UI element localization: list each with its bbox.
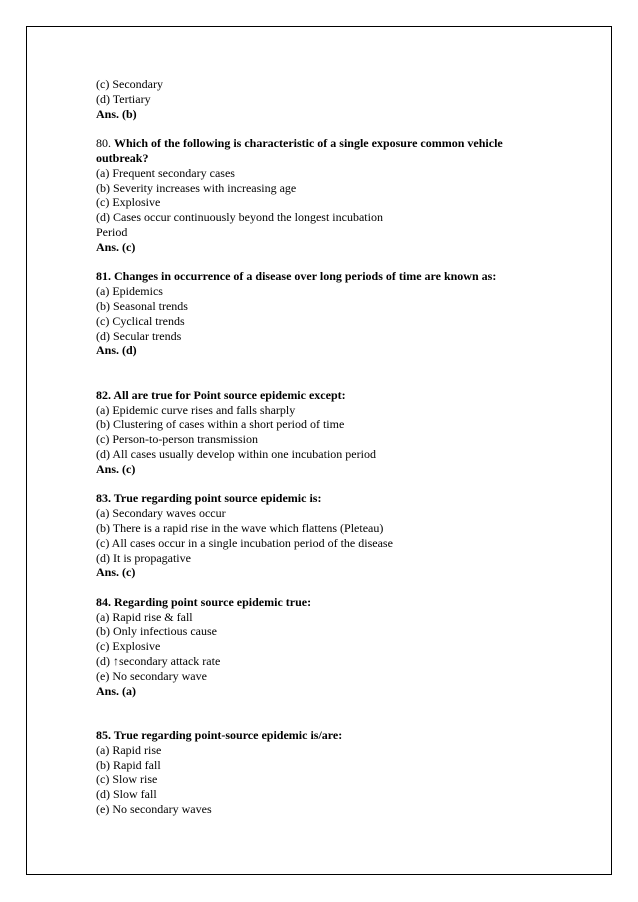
question-text-continued: outbreak? [96,150,149,165]
option-b: (b) Rapid fall [96,757,161,772]
answer: Ans. (c) [96,461,136,476]
option-d: (d) Slow fall [96,787,157,802]
question-82 [96,388,566,477]
option-d: (d) ↑secondary attack rate [96,654,221,669]
question-79-fragment [96,77,566,121]
question-text: True regarding point-source epidemic is/are: [113,728,343,743]
option-c: (c) Person-to-person transmission [96,432,258,447]
question-text: True regarding point source epidemic is: [113,491,322,506]
answer: Ans. (b) [96,106,137,121]
option-b: (b) There is a rapid rise in the wave which flattens (Pleteau) [96,520,384,535]
option-a: (a) Epidemic curve rises and falls sharply [96,402,296,417]
answer: Ans. (a) [96,683,137,698]
option-c: (c) Explosive [96,195,161,210]
option-d: (d) It is propagative [96,550,191,565]
option-d: (d) Tertiary [96,91,151,106]
option-a: (a) Epidemics [96,284,163,299]
option-e: (e) No secondary waves [96,802,212,817]
answer: Ans. (c) [96,565,136,580]
option-c: (c) Explosive [96,639,161,654]
question-80 [96,136,566,254]
question-81 [96,269,566,358]
option-d: (d) All cases usually develop within one incubation period [96,446,376,461]
answer: Ans. (c) [96,239,136,254]
question-text: Changes in occurrence of a disease over long periods of time are known as: [114,269,497,284]
question-number: 83. [96,491,111,506]
option-d: (d) Secular trends [96,328,182,343]
answer: Ans. (d) [96,343,137,358]
question-text: Regarding point source epidemic true: [114,594,312,609]
option-c: (c) Secondary [96,77,163,91]
question-number: 84. [96,594,111,609]
document-content [96,77,566,817]
option-c: (c) Cyclical trends [96,313,185,328]
option-a: (a) Rapid rise [96,742,162,757]
option-c: (c) Slow rise [96,772,158,787]
option-b: (b) Seasonal trends [96,298,188,313]
option-a: (a) Frequent secondary cases [96,165,235,180]
option-c: (c) All cases occur in a single incubation period of the disease [96,535,393,550]
option-b: (b) Only infectious cause [96,624,217,639]
question-85 [96,728,566,817]
question-83 [96,491,566,580]
question-number: 81. [96,269,111,284]
question-text: Which of the following is characteristic of a single exposure common vehicle [114,136,503,151]
question-number: 85. [96,728,111,743]
option-b: (b) Severity increases with increasing age [96,180,297,195]
question-number: 82. [96,387,111,402]
option-a: (a) Rapid rise & fall [96,609,193,624]
option-e: (e) No secondary wave [96,668,207,683]
option-a: (a) Secondary waves occur [96,506,226,521]
question-84 [96,595,566,699]
question-text: All are true for Point source epidemic except: [113,387,346,402]
option-d: (d) Cases occur continuously beyond the longest incubation [96,210,383,225]
question-number: 80. [96,136,111,151]
option-d-continued: Period [96,224,128,239]
option-b: (b) Clustering of cases within a short period of time [96,417,345,432]
